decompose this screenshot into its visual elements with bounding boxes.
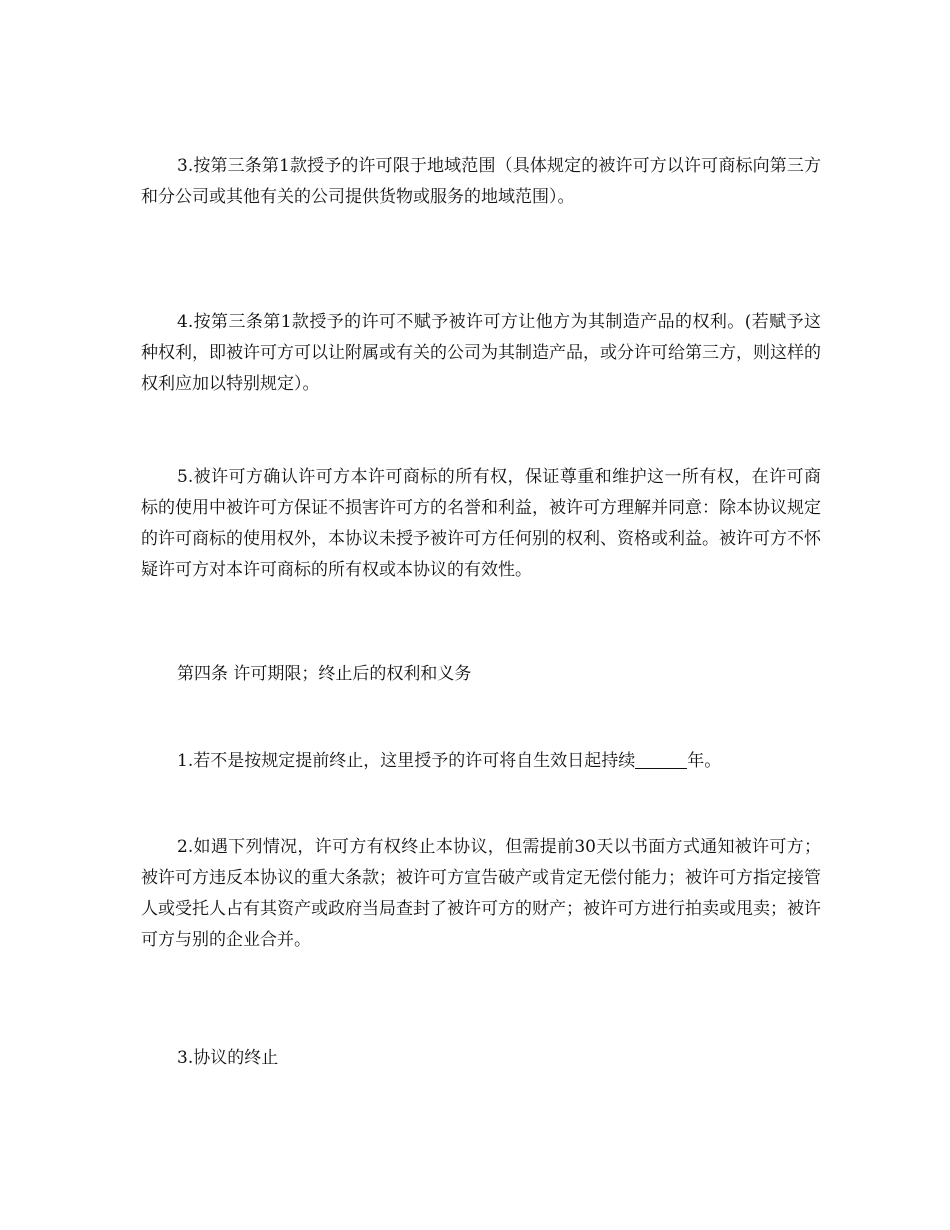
term-years-blank[interactable] <box>635 750 687 769</box>
clause-license-term <box>141 746 821 777</box>
term-text-after: 年。 <box>687 751 722 771</box>
clause-termination-conditions: 2.如遇下列情况，许可方有权终止本协议，但需提前30天以书面方式通知被许可方；被许可方违反本协议的重大条款；被许可方宣告破产或肯定无偿付能力；被许可方指定接管人或受托人占有其资产或政府当局查封了被许可方的财产；被许可方进行拍卖或甩卖；被许可方与别的企业合并。 <box>141 837 821 950</box>
clause-agreement-termination: 3.协议的终止 <box>177 1048 279 1068</box>
clause-ownership: 5.被许可方确认许可方本许可商标的所有权，保证尊重和维护这一所有权，在许可商标的使用中被许可方保证不损害许可方的名誉和利益，被许可方理解并同意：除本协议规定的许可商标的使用权外，本协议未授予被许可方任何别的权利、资格或利益。被许可方不怀疑许可方对本许可商标的所有权或本协议的有效性。 <box>141 467 821 580</box>
term-text-before: 1.若不是按规定提前终止，这里授予的许可将自生效日起持续 <box>177 751 636 771</box>
clause-manufacture-rights: 4.按第三条第1款授予的许可不赋予被许可方让他方为其制造产品的权利。(若赋予这种权利，即被许可方可以让附属或有关的公司为其制造产品，或分许可给第三方，则这样的权利应加以特别规定）。 <box>141 312 821 394</box>
clause-territory: 3.按第三条第1款授予的许可限于地域范围（具体规定的被许可方以许可商标向第三方和分公司或其他有关的公司提供货物或服务的地域范围）。 <box>141 156 821 207</box>
article-4-heading: 第四条 许可期限；终止后的权利和义务 <box>177 664 472 684</box>
